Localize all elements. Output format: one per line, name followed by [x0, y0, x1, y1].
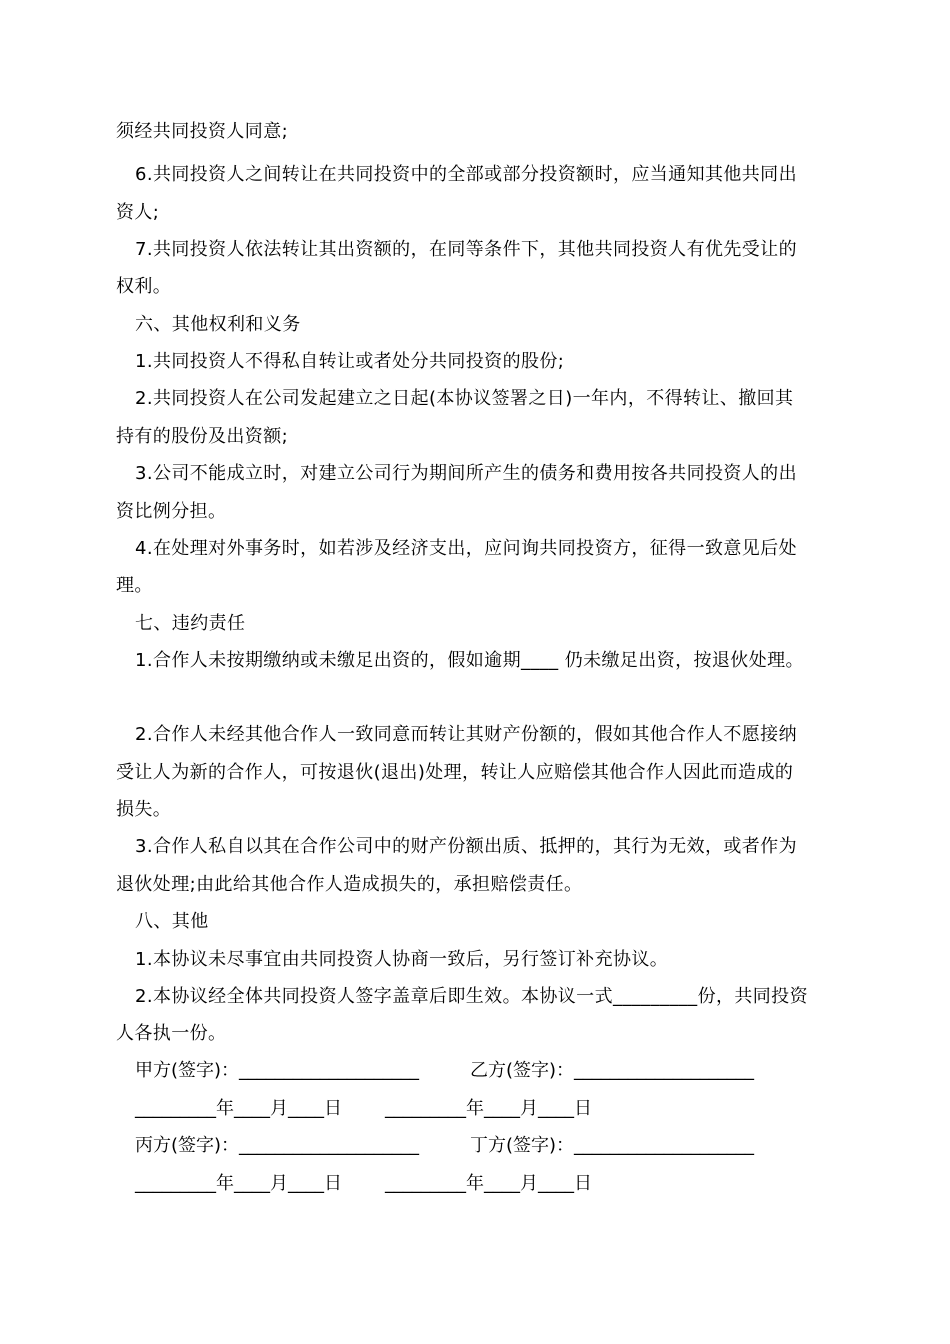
text-line: 持有的股份及出资额;: [116, 426, 289, 447]
text-line: 理。: [116, 575, 153, 596]
text-line: 资人;: [116, 202, 160, 223]
party-b-date: _________年____月____日: [385, 1098, 592, 1119]
party-c-date: _________年____月____日: [135, 1173, 342, 1194]
section-heading-8: 八、其他: [135, 911, 209, 932]
text-line: 资比例分担。: [116, 501, 227, 522]
party-b-signature: 乙方(签字)：____________________: [470, 1060, 755, 1081]
party-a-signature: 甲方(签字)：____________________: [135, 1060, 420, 1081]
party-c-signature: 丙方(签字)：____________________: [135, 1135, 420, 1156]
breach-clause-2: 2.合作人未经其他合作人一致同意而转让其财产份额的，假如其他合作人不愿接纳: [135, 724, 797, 745]
text-line: 权利。: [116, 276, 172, 297]
clause-1: 1.共同投资人不得私自转让或者处分共同投资的股份;: [135, 351, 565, 372]
text-line: 人各执一份。: [116, 1023, 227, 1044]
text-line: 须经共同投资人同意;: [116, 121, 289, 142]
breach-clause-1: 1.合作人未按期缴纳或未缴足出资的，假如逾期____ 仍未缴足出资，按退伙处理。: [135, 650, 804, 671]
text-line: 受让人为新的合作人，可按退伙(退出)处理，转让人应赔偿其他合作人因此而造成的: [116, 762, 794, 783]
clause-2: 2.共同投资人在公司发起建立之日起(本协议签署之日)一年内，不得转让、撤回其: [135, 388, 794, 409]
other-clause-1: 1.本协议未尽事宜由共同投资人协商一致后，另行签订补充协议。: [135, 949, 669, 970]
party-a-date: _________年____月____日: [135, 1098, 342, 1119]
clause-4: 4.在处理对外事务时，如若涉及经济支出，应问询共同投资方，征得一致意见后处: [135, 538, 797, 559]
breach-clause-3: 3.合作人私自以其在合作公司中的财产份额出质、抵押的，其行为无效，或者作为: [135, 836, 797, 857]
clause-6: 6.共同投资人之间转让在共同投资中的全部或部分投资额时，应当通知其他共同出: [135, 164, 797, 185]
section-heading-7: 七、违约责任: [135, 613, 246, 634]
text-line: 损失。: [116, 799, 172, 820]
other-clause-2: 2.本协议经全体共同投资人签字盖章后即生效。本协议一式_________份，共同投资: [135, 986, 808, 1007]
clause-7: 7.共同投资人依法转让其出资额的，在同等条件下，其他共同投资人有优先受让的: [135, 239, 797, 260]
party-d-signature: 丁方(签字)：____________________: [470, 1135, 755, 1156]
text-line: 退伙处理;由此给其他合作人造成损失的，承担赔偿责任。: [116, 874, 583, 895]
party-d-date: _________年____月____日: [385, 1173, 592, 1194]
clause-3: 3.公司不能成立时，对建立公司行为期间所产生的债务和费用按各共同投资人的出: [135, 463, 797, 484]
section-heading-6: 六、其他权利和义务: [135, 314, 301, 335]
